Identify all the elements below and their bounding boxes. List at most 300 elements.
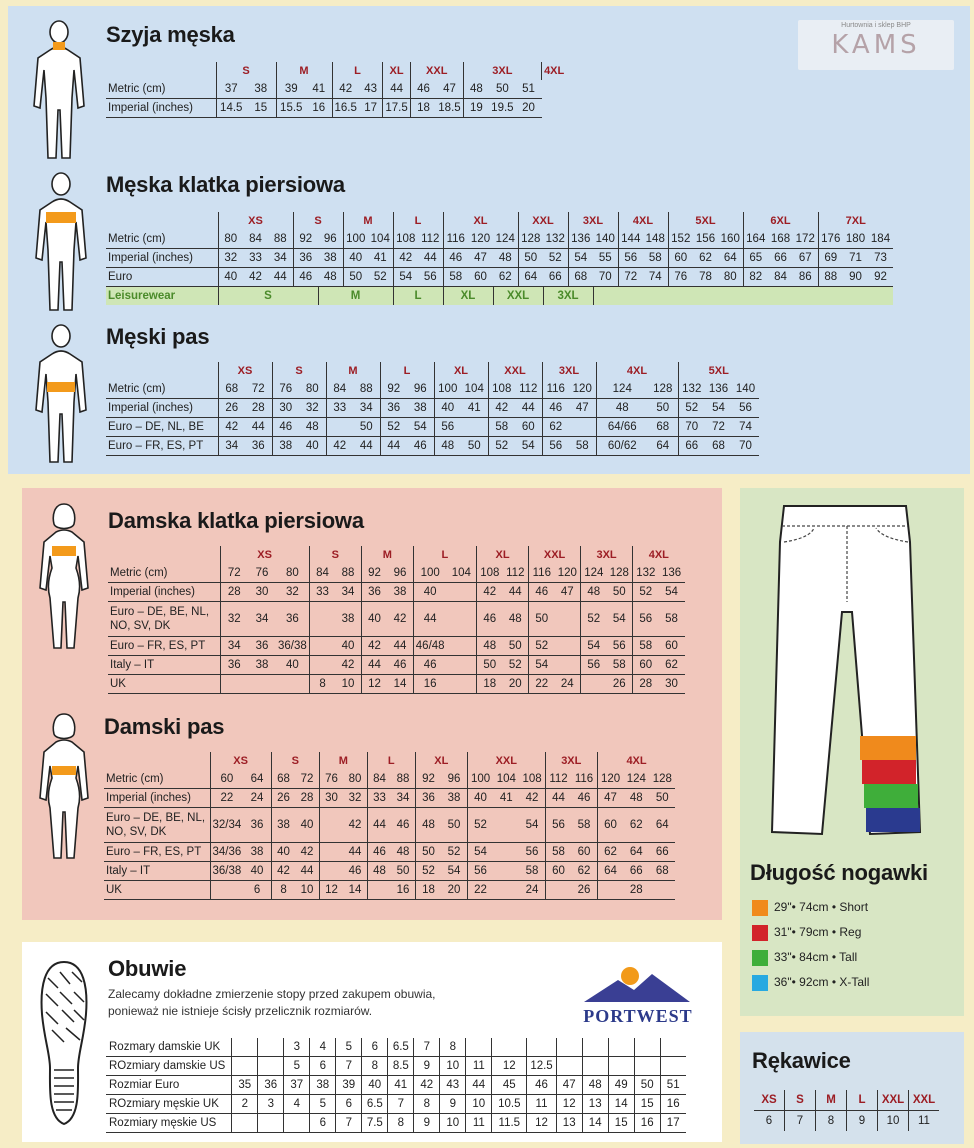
- size-value: 74: [732, 418, 759, 437]
- size-value: 100: [467, 770, 493, 789]
- size-value: 46: [367, 843, 391, 862]
- size-value: [248, 675, 276, 694]
- size-header: 4XL: [618, 212, 668, 230]
- size-value: [309, 656, 335, 675]
- size-value: 52: [529, 637, 555, 656]
- size-value: 168: [768, 230, 793, 249]
- portwest-wordmark: PORTWEST: [583, 1006, 693, 1026]
- size-value: 56: [607, 637, 633, 656]
- size-value: 120: [569, 380, 596, 399]
- footwear-size: 50: [634, 1076, 660, 1095]
- footwear-size: [634, 1038, 660, 1057]
- size-value: 42: [343, 808, 367, 843]
- footwear-size: 13: [582, 1095, 608, 1114]
- footwear-size: [660, 1038, 686, 1057]
- size-value: 12: [361, 675, 387, 694]
- size-value: 28: [633, 675, 659, 694]
- row-label: Euro – FR, ES, PT: [106, 437, 218, 456]
- size-value: 60: [668, 249, 693, 268]
- size-value: 44: [268, 268, 293, 287]
- size-value: 120: [555, 564, 581, 583]
- size-row: [108, 583, 685, 602]
- footwear-size: 16: [660, 1095, 686, 1114]
- glove-size-header: M: [816, 1090, 847, 1111]
- size-value: 54: [581, 637, 607, 656]
- size-value: 38: [272, 437, 299, 456]
- footwear-row-label: Rozmiary męskie US: [106, 1114, 232, 1133]
- size-value: 18: [410, 99, 436, 118]
- footwear-panel: [22, 942, 722, 1142]
- size-value: 52: [543, 249, 568, 268]
- footwear-size: [686, 1095, 711, 1114]
- size-value: 48: [318, 268, 343, 287]
- gloves-table: [754, 1090, 939, 1131]
- size-value: 50: [461, 437, 488, 456]
- size-header: S: [309, 546, 361, 564]
- size-value: 176: [818, 230, 843, 249]
- size-header: 3XL: [581, 546, 633, 564]
- size-value: 73: [868, 249, 893, 268]
- size-value: 124: [623, 770, 649, 789]
- male-figure-chest-icon: [32, 170, 90, 316]
- row-label: UK: [108, 675, 220, 694]
- legend-swatch: [752, 925, 768, 941]
- size-value: 46: [343, 862, 367, 881]
- size-value: 30: [272, 399, 299, 418]
- size-header: XS: [210, 752, 271, 770]
- size-value: 140: [593, 230, 618, 249]
- footwear-size: 47: [556, 1076, 582, 1095]
- size-row: [106, 437, 759, 456]
- glove-size-value: 10: [878, 1111, 909, 1132]
- size-value: 50: [489, 80, 515, 99]
- size-value: 52: [503, 656, 529, 675]
- footwear-size: 5: [336, 1038, 362, 1057]
- size-value: 34: [391, 789, 415, 808]
- size-header: 3XL: [463, 62, 541, 80]
- size-value: 47: [436, 80, 463, 99]
- size-value: 60: [633, 656, 659, 675]
- size-value: 19: [463, 99, 489, 118]
- glove-size-header: S: [785, 1090, 816, 1111]
- size-value: 112: [503, 564, 529, 583]
- size-value: 52: [415, 862, 441, 881]
- size-header: L: [367, 752, 415, 770]
- size-value: 42: [271, 862, 295, 881]
- footwear-size: 9: [414, 1114, 440, 1133]
- row-label: Euro – DE, BE, NL, NO, SV, DK: [104, 808, 210, 843]
- size-value: [545, 881, 571, 900]
- size-value: 92: [293, 230, 318, 249]
- footwear-size: 10: [440, 1114, 466, 1133]
- footwear-size: 11: [527, 1095, 556, 1114]
- size-value: 72: [220, 564, 248, 583]
- leg-length-title: Długość nogawki: [750, 860, 928, 885]
- size-value: 58: [569, 437, 596, 456]
- size-value: 104: [368, 230, 393, 249]
- size-value: 96: [387, 564, 413, 583]
- size-value: 42: [332, 80, 359, 99]
- size-value: 36: [276, 602, 309, 637]
- size-value: 42: [218, 418, 245, 437]
- size-value: 32: [276, 583, 309, 602]
- legend-label: 29"• 74cm • Short: [774, 900, 869, 915]
- size-value: [581, 675, 607, 694]
- size-header: XS: [218, 212, 293, 230]
- size-value: 42: [387, 602, 413, 637]
- footwear-size: [284, 1114, 310, 1133]
- size-value: 44: [383, 80, 410, 99]
- size-row: [108, 564, 685, 583]
- size-value: 44: [245, 418, 272, 437]
- glove-size-header: XXL: [909, 1090, 940, 1111]
- size-value: 54: [441, 862, 467, 881]
- size-value: 48: [493, 249, 518, 268]
- size-value: 15.5: [276, 99, 306, 118]
- footwear-size: 9: [414, 1057, 440, 1076]
- leisurewear-size: 3XL: [543, 287, 593, 306]
- size-value: 52: [633, 583, 659, 602]
- size-value: 40: [335, 637, 361, 656]
- footwear-size: 9: [440, 1095, 466, 1114]
- size-value: 108: [393, 230, 418, 249]
- size-value: 80: [343, 770, 367, 789]
- size-value: 92: [380, 380, 407, 399]
- size-value: 76: [272, 380, 299, 399]
- size-header: XL: [443, 212, 518, 230]
- footwear-size: [527, 1038, 556, 1057]
- size-header: 4XL: [597, 752, 675, 770]
- footwear-size: 7.5: [362, 1114, 388, 1133]
- size-value: 33: [309, 583, 335, 602]
- size-value: 54: [705, 399, 732, 418]
- size-value: 40: [434, 399, 461, 418]
- size-row: [106, 249, 893, 268]
- shoe-sole-icon: [36, 958, 92, 1128]
- size-value: 36/38: [276, 637, 309, 656]
- footwear-size: 3: [284, 1038, 310, 1057]
- men-waist-table: [106, 362, 759, 456]
- size-value: 26: [571, 881, 597, 900]
- size-value: 47: [555, 583, 581, 602]
- size-value: 19.5: [489, 99, 515, 118]
- women-waist-table: [104, 752, 675, 900]
- size-value: 38: [248, 656, 276, 675]
- size-value: 54: [515, 437, 542, 456]
- size-header: XS: [220, 546, 309, 564]
- leisurewear-size: S: [218, 287, 318, 306]
- footwear-size: 38: [310, 1076, 336, 1095]
- trousers-icon: [770, 502, 940, 844]
- size-value: 50: [648, 399, 678, 418]
- size-value: 72: [618, 268, 643, 287]
- size-header: XXL: [410, 62, 463, 80]
- size-value: 42: [243, 268, 268, 287]
- size-header: XXL: [518, 212, 568, 230]
- size-value: [493, 808, 519, 843]
- size-value: 128: [649, 770, 675, 789]
- size-value: 72: [295, 770, 319, 789]
- leisurewear-size: L: [393, 287, 443, 306]
- row-label: Metric (cm): [104, 770, 210, 789]
- size-value: 17.5: [383, 99, 410, 118]
- size-value: 64: [623, 843, 649, 862]
- size-header: M: [319, 752, 367, 770]
- row-label: Euro – FR, ES, PT: [108, 637, 220, 656]
- size-value: 68: [705, 437, 732, 456]
- size-value: 96: [407, 380, 434, 399]
- size-value: 152: [668, 230, 693, 249]
- logo-title: KAMS: [831, 30, 921, 60]
- footwear-size: 51: [660, 1076, 686, 1095]
- men-waist-title: Męski pas: [106, 324, 210, 349]
- size-value: 54: [393, 268, 418, 287]
- size-value: [319, 843, 343, 862]
- size-row: [104, 808, 675, 843]
- size-value: 32: [218, 249, 243, 268]
- footwear-size: 49: [608, 1076, 634, 1095]
- footwear-size: 11.5: [492, 1114, 527, 1133]
- size-value: 144: [618, 230, 643, 249]
- size-value: 33: [326, 399, 353, 418]
- size-value: 44: [343, 843, 367, 862]
- size-value: 42: [519, 789, 545, 808]
- size-value: 40: [299, 437, 326, 456]
- footwear-row-label: ROzmiary damskie US: [106, 1057, 232, 1076]
- row-label: Imperial (inches): [106, 399, 218, 418]
- size-value: 24: [555, 675, 581, 694]
- size-value: 46: [443, 249, 468, 268]
- size-value: 50: [503, 637, 529, 656]
- footwear-size: 4: [284, 1095, 310, 1114]
- footwear-size: 17: [660, 1114, 686, 1133]
- size-value: 44: [361, 656, 387, 675]
- size-value: 108: [488, 380, 515, 399]
- footwear-size: 41: [388, 1076, 414, 1095]
- size-value: 84: [768, 268, 793, 287]
- size-value: 54: [529, 656, 555, 675]
- row-label: Imperial (inches): [104, 789, 210, 808]
- size-value: 60: [545, 862, 571, 881]
- row-label: Metric (cm): [106, 380, 218, 399]
- size-value: 66: [678, 437, 705, 456]
- size-value: 88: [335, 564, 361, 583]
- size-value: 100: [343, 230, 368, 249]
- size-value: 30: [659, 675, 685, 694]
- size-value: 48: [623, 789, 649, 808]
- glove-size-value: 7: [785, 1111, 816, 1132]
- size-value: 44: [413, 602, 446, 637]
- size-value: 40: [413, 583, 446, 602]
- size-value: 60: [210, 770, 243, 789]
- footwear-size: [686, 1038, 711, 1057]
- size-header: 3XL: [542, 362, 596, 380]
- footwear-size: 11: [466, 1114, 492, 1133]
- size-value: 62: [571, 862, 597, 881]
- footwear-size: 6: [310, 1057, 336, 1076]
- size-value: 120: [468, 230, 493, 249]
- size-value: 148: [643, 230, 668, 249]
- size-value: 34: [335, 583, 361, 602]
- size-header: 4XL: [633, 546, 685, 564]
- size-value: 60/62: [596, 437, 648, 456]
- size-row: [106, 399, 759, 418]
- size-value: 65: [743, 249, 768, 268]
- size-value: 40: [343, 249, 368, 268]
- footwear-size: 10: [466, 1095, 492, 1114]
- men-chest-table: [106, 212, 893, 305]
- size-value: [493, 881, 519, 900]
- size-value: 62: [542, 418, 569, 437]
- footwear-size: [582, 1038, 608, 1057]
- size-value: 100: [434, 380, 461, 399]
- size-value: 14: [343, 881, 367, 900]
- size-value: 68: [649, 862, 675, 881]
- size-value: 22: [467, 881, 493, 900]
- size-value: 56: [467, 862, 493, 881]
- size-value: 38: [407, 399, 434, 418]
- footwear-size: [686, 1057, 711, 1076]
- size-value: 80: [299, 380, 326, 399]
- size-value: 116: [443, 230, 468, 249]
- size-value: 64: [597, 862, 623, 881]
- size-value: [447, 583, 477, 602]
- size-value: 50: [353, 418, 380, 437]
- size-value: 56: [732, 399, 759, 418]
- size-row: [108, 656, 685, 675]
- size-value: [210, 881, 243, 900]
- row-label: Italy – IT: [108, 656, 220, 675]
- size-value: 36: [361, 583, 387, 602]
- size-value: 184: [868, 230, 893, 249]
- size-value: 88: [391, 770, 415, 789]
- footwear-size: [232, 1114, 258, 1133]
- size-value: 38: [246, 80, 276, 99]
- size-value: 44: [353, 437, 380, 456]
- size-value: 136: [705, 380, 732, 399]
- size-value: 50: [518, 249, 543, 268]
- size-value: 36: [245, 437, 272, 456]
- size-value: 124: [493, 230, 518, 249]
- size-value: 56: [519, 843, 545, 862]
- size-header: S: [216, 62, 276, 80]
- size-value: 46: [272, 418, 299, 437]
- size-value: [319, 808, 343, 843]
- size-value: 18: [477, 675, 503, 694]
- footwear-size: 43: [440, 1076, 466, 1095]
- size-value: 120: [597, 770, 623, 789]
- size-value: 88: [268, 230, 293, 249]
- size-value: 24: [243, 789, 271, 808]
- size-value: 62: [623, 808, 649, 843]
- footwear-size: 15: [608, 1114, 634, 1133]
- size-value: 64: [718, 249, 743, 268]
- size-value: 104: [493, 770, 519, 789]
- size-value: 12: [319, 881, 343, 900]
- women-chest-title: Damska klatka piersiowa: [108, 508, 364, 533]
- size-value: 124: [596, 380, 648, 399]
- size-value: 10: [335, 675, 361, 694]
- size-row: [106, 99, 566, 118]
- size-value: 38: [335, 602, 361, 637]
- size-value: 50: [391, 862, 415, 881]
- size-value: 136: [659, 564, 685, 583]
- size-value: 39: [276, 80, 306, 99]
- size-value: 116: [542, 380, 569, 399]
- size-value: 22: [210, 789, 243, 808]
- size-value: 92: [868, 268, 893, 287]
- glove-size-header: XS: [754, 1090, 785, 1111]
- size-value: 46: [407, 437, 434, 456]
- legend-label: 31"• 79cm • Reg: [774, 925, 862, 940]
- size-value: 80: [718, 268, 743, 287]
- size-header: XXL: [467, 752, 545, 770]
- size-value: 56: [545, 808, 571, 843]
- men-panel: [8, 6, 970, 474]
- size-value: 140: [732, 380, 759, 399]
- size-value: 60: [659, 637, 685, 656]
- size-value: 44: [295, 862, 319, 881]
- size-value: 54: [659, 583, 685, 602]
- female-figure-waist-icon: [36, 712, 92, 862]
- size-value: 70: [732, 437, 759, 456]
- size-value: [319, 862, 343, 881]
- size-value: 18: [415, 881, 441, 900]
- size-value: 40: [271, 843, 295, 862]
- row-label: Imperial (inches): [106, 99, 216, 118]
- size-value: 96: [441, 770, 467, 789]
- size-header: XL: [477, 546, 529, 564]
- footwear-row-label: Rozmary damskie UK: [106, 1038, 232, 1057]
- size-value: 42: [488, 399, 515, 418]
- size-value: 8: [271, 881, 295, 900]
- size-value: 116: [571, 770, 597, 789]
- legend-label: 36"• 92cm • X-Tall: [774, 975, 870, 990]
- footwear-size: 6: [336, 1095, 362, 1114]
- size-value: 56: [618, 249, 643, 268]
- footwear-size: 12: [556, 1095, 582, 1114]
- size-value: 128: [518, 230, 543, 249]
- size-value: 41: [306, 80, 332, 99]
- size-value: 50: [529, 602, 555, 637]
- size-value: 10: [295, 881, 319, 900]
- size-value: 80: [276, 564, 309, 583]
- size-value: 42: [335, 656, 361, 675]
- footwear-size: 42: [414, 1076, 440, 1095]
- footwear-size: 36: [258, 1076, 284, 1095]
- size-value: 58: [643, 249, 668, 268]
- size-value: 132: [543, 230, 568, 249]
- leg-length-legend-item: [752, 925, 861, 941]
- footwear-size: 8: [414, 1095, 440, 1114]
- size-value: 70: [678, 418, 705, 437]
- portwest-logo: [578, 962, 698, 1028]
- size-value: [326, 418, 353, 437]
- size-value: 6: [243, 881, 271, 900]
- size-value: 36: [293, 249, 318, 268]
- size-value: 40: [295, 808, 319, 843]
- size-value: 51: [516, 80, 542, 99]
- size-row: [106, 230, 893, 249]
- size-value: 33: [243, 249, 268, 268]
- size-value: 40: [218, 268, 243, 287]
- size-value: 16: [413, 675, 446, 694]
- size-value: 40: [467, 789, 493, 808]
- size-value: [447, 602, 477, 637]
- size-header: M: [361, 546, 413, 564]
- footwear-size: 8.5: [388, 1057, 414, 1076]
- size-header: S: [272, 362, 326, 380]
